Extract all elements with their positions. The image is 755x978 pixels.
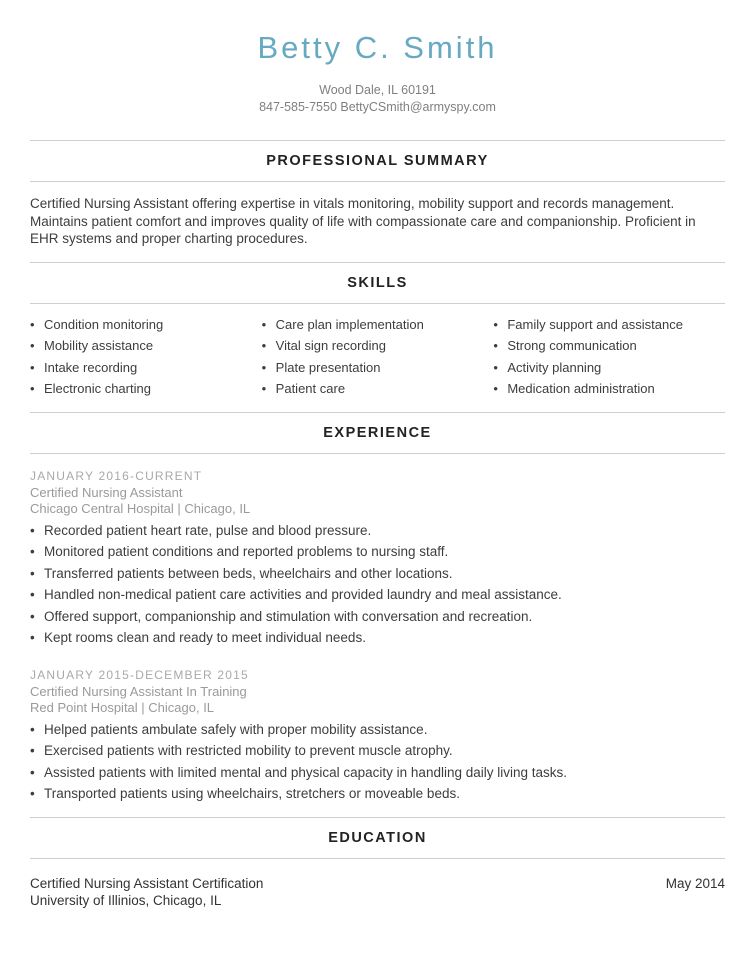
skill-item: • Medication administration [493,378,725,400]
job-bullet: • Handled non-medical patient care activities and provided laundry and meal assistance. [30,584,725,606]
education-degree: Certified Nursing Assistant Certification [30,875,264,891]
job-bullet: • Monitored patient conditions and reported problems to nursing staff. [30,541,725,563]
skill-item: • Patient care [262,378,494,400]
page-title: Betty C. Smith [257,30,498,65]
skills-column-2 [262,314,494,400]
divider [30,817,725,818]
skill-item: • Activity planning [493,357,725,379]
summary-text: Certified Nursing Assistant offering expertise in vitals monitoring, mobility support and records management. Maintains patient comfort and improves quality of life with compassionate care and companionship. Proficient in EHR systems and proper charting procedures. [30,196,696,246]
job-company: Red Point Hospital | Chicago, IL [30,700,215,715]
job-role: Certified Nursing Assistant In Training [30,683,247,699]
job-entry [30,468,725,649]
skill-item: • Condition monitoring [30,314,262,336]
job-bullets [30,520,725,649]
contact-block [0,82,755,116]
education-row [30,875,725,892]
section-title-skills: SKILLS [347,274,408,291]
job-bullet: • Exercised patients with restricted mobility to prevent muscle atrophy. [30,740,725,762]
education-school: University of Illinios, Chicago, IL [30,892,222,908]
job-bullet: • Helped patients ambulate safely with proper mobility assistance. [30,719,725,741]
resume-header [0,30,755,116]
job-bullet: • Transferred patients between beds, wheelchairs and other locations. [30,563,725,585]
job-bullet: • Transported patients using wheelchairs, stretchers or moveable beds. [30,783,725,805]
divider [30,412,725,413]
experience-body [30,468,725,805]
job-company: Chicago Central Hospital | Chicago, IL [30,501,251,516]
skill-item: • Vital sign recording [262,335,494,357]
skill-item: • Mobility assistance [30,335,262,357]
job-role: Certified Nursing Assistant [30,484,183,500]
job-bullets [30,719,725,805]
divider [30,140,725,141]
job-entry [30,667,725,805]
divider [30,262,725,263]
skills-column-3 [493,314,725,400]
job-bullet: • Recorded patient heart rate, pulse and blood pressure. [30,520,725,542]
skill-item: • Intake recording [30,357,262,379]
skill-item: • Care plan implementation [262,314,494,336]
divider [30,858,725,859]
skill-item: • Electronic charting [30,378,262,400]
job-bullet: • Assisted patients with limited mental and physical capacity in handling daily living tasks. [30,762,725,784]
section-title-professional-summary: PROFESSIONAL SUMMARY [266,153,489,169]
section-title-experience: EXPERIENCE [323,424,432,441]
divider [30,181,725,182]
contact-line: 847-585-7550 BettyCSmith@armyspy.com [259,100,496,114]
skill-item: • Family support and assistance [493,314,725,336]
address-line: Wood Dale, IL 60191 [319,83,436,97]
job-bullet: • Offered support, companionship and stimulation with conversation and recreation. [30,606,725,628]
divider [30,453,725,454]
divider [30,303,725,304]
job-dates: JANUARY 2015-DECEMBER 2015 [30,667,249,682]
skills-grid [30,314,725,400]
section-title-education: EDUCATION [328,829,427,846]
education-date: May 2014 [665,875,725,891]
education-body [30,875,725,909]
skills-column-1 [30,314,262,400]
skill-item: • Strong communication [493,335,725,357]
skill-item: • Plate presentation [262,357,494,379]
job-bullet: • Kept rooms clean and ready to meet individual needs. [30,627,725,649]
job-dates: JANUARY 2016-CURRENT [30,468,203,483]
